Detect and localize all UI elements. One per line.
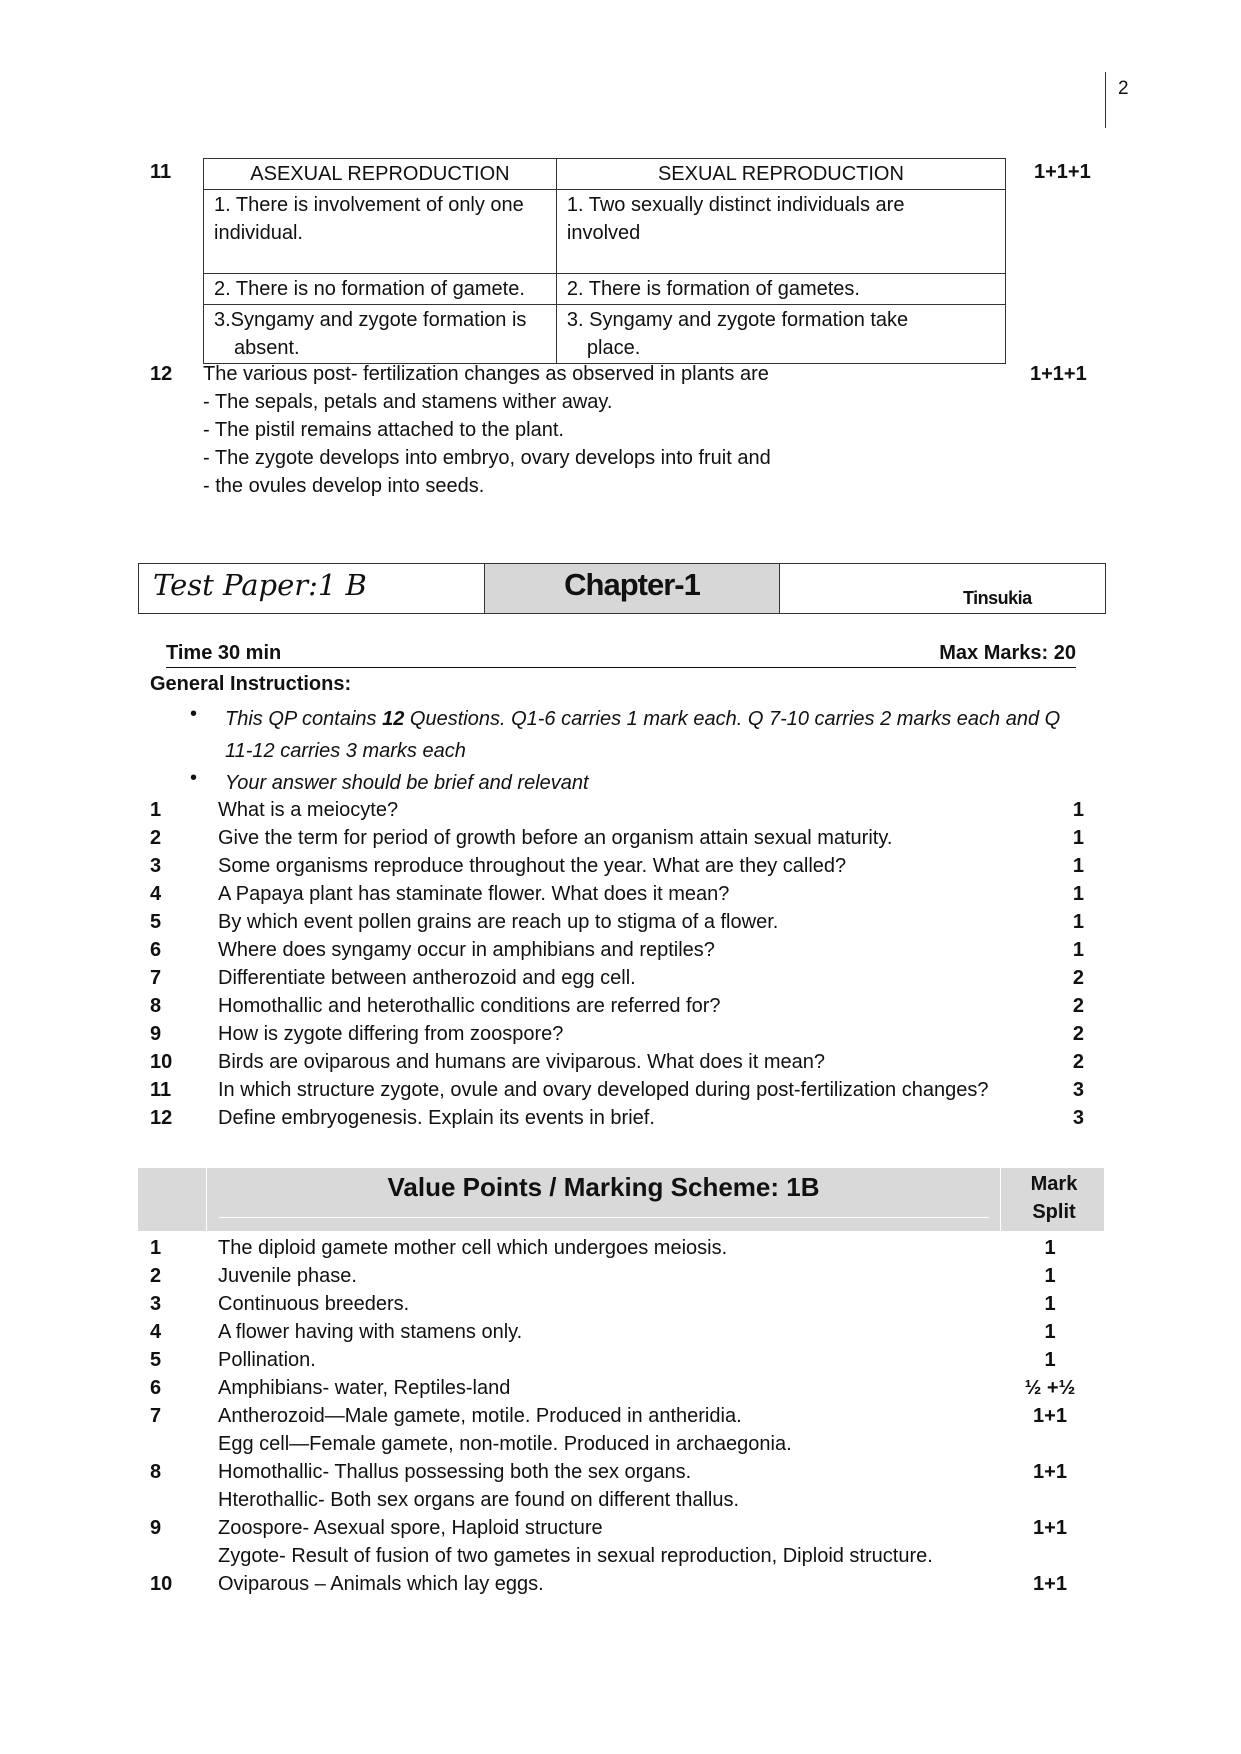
- answer-text: Zygote- Result of fusion of two gametes in sexual reproduction, Diploid structure.: [218, 1545, 933, 1567]
- answer-number-12: 12: [150, 363, 173, 385]
- item-number: 2: [150, 827, 162, 849]
- time-marks-line: [166, 639, 1076, 668]
- marks-value: 1: [1072, 883, 1084, 905]
- question-text: A Papaya plant has staminate flower. What does it mean?: [218, 883, 730, 905]
- question-row: [150, 1048, 1084, 1076]
- item-number: 1: [150, 799, 162, 821]
- place-cell: [780, 564, 1105, 613]
- answer-text: Juvenile phase.: [218, 1265, 357, 1287]
- answer-point: - The zygote develops into embryo, ovary develops into fruit and: [203, 447, 771, 469]
- cell-line: 3. Syngamy and zygote formation take: [566, 309, 909, 331]
- item-number: 6: [150, 939, 162, 961]
- reproduction-comparison-table: [203, 158, 1006, 364]
- answer-point: - the ovules develop into seeds.: [203, 475, 485, 497]
- split-label: Split: [1032, 1201, 1076, 1223]
- marks-value: 1+1: [1033, 1461, 1067, 1483]
- question-count: 12: [382, 708, 405, 730]
- page-number-divider: [1105, 72, 1136, 128]
- question-text: Define embryogenesis. Explain its events in brief.: [218, 1107, 655, 1129]
- answer-text: Egg cell—Female gamete, non-motile. Produced in archaegonia.: [218, 1433, 792, 1455]
- item-number: 8: [150, 1461, 162, 1483]
- question-text: In which structure zygote, ovule and ovary developed during post-fertilization changes?: [218, 1079, 989, 1101]
- item-number: 12: [150, 1107, 173, 1129]
- marks-value: 1: [1044, 1293, 1056, 1315]
- answer-point: - The pistil remains attached to the plant.: [203, 419, 564, 441]
- answer-text: Zoospore- Asexual spore, Haploid structure: [218, 1517, 603, 1539]
- item-number: 6: [150, 1377, 162, 1399]
- marking-scheme-title-cell: [206, 1168, 1001, 1231]
- question-text: Differentiate between antherozoid and egg cell.: [218, 967, 636, 989]
- cell-line: 2. There is formation of gametes.: [566, 278, 860, 300]
- marks-value: 3: [1072, 1079, 1084, 1101]
- answer-point: - The sepals, petals and stamens wither away.: [203, 391, 613, 413]
- test-paper-title-cell: [139, 564, 485, 613]
- question-text: How is zygote differing from zoospore?: [218, 1023, 564, 1045]
- marks-value: 1: [1072, 911, 1084, 933]
- test-paper-header: [138, 563, 1106, 614]
- column-header-asexual: ASEXUAL REPRODUCTION: [204, 159, 557, 190]
- general-instructions-label: General Instructions:: [150, 673, 352, 695]
- marking-scheme-title: Value Points / Marking Scheme: 1B: [387, 1172, 820, 1202]
- table-cell: [556, 190, 1005, 274]
- marks-value: 1: [1072, 939, 1084, 961]
- column-header-sexual: SEXUAL REPRODUCTION: [556, 159, 1005, 190]
- cell-line: individual.: [214, 222, 303, 244]
- answer-marks-11: 1+1+1: [1034, 161, 1091, 183]
- cell-line: absent.: [234, 337, 300, 359]
- marks-value: 1+1: [1033, 1517, 1067, 1539]
- answer-marks-12: 1+1+1: [1030, 363, 1087, 385]
- question-row: [150, 852, 1084, 880]
- marks-value: 2: [1072, 995, 1084, 1017]
- question-row: [150, 880, 1084, 908]
- instruction-item-2: Your answer should be brief and relevant: [225, 772, 589, 794]
- question-row: [150, 964, 1084, 992]
- question-text: Homothallic and heterothallic conditions are referred for?: [218, 995, 721, 1017]
- table-header-row: [204, 159, 1006, 190]
- item-number: 10: [150, 1573, 173, 1595]
- question-text: What is a meiocyte?: [218, 799, 399, 821]
- marks-value: 1+1: [1033, 1405, 1067, 1427]
- answer-text: Homothallic- Thallus possessing both the sex organs.: [218, 1461, 692, 1483]
- time-label: Time 30 min: [166, 642, 282, 664]
- question-row: [150, 908, 1084, 936]
- answer-text: Antherozoid—Male gamete, motile. Produced in antheridia.: [218, 1405, 742, 1427]
- bullet-icon: •: [190, 703, 198, 725]
- answer-text: Amphibians- water, Reptiles-land: [218, 1377, 511, 1399]
- table-cell: [556, 305, 1005, 364]
- item-number: 11: [150, 1079, 172, 1101]
- table-row: [204, 190, 1006, 274]
- item-number: 5: [150, 1349, 162, 1371]
- answer-text: Continuous breeders.: [218, 1293, 410, 1315]
- test-paper-title: Test Paper:1 B: [153, 568, 367, 602]
- answer-text: A flower having with stamens only.: [218, 1321, 523, 1343]
- table-row: [204, 274, 1006, 305]
- cell-line: 3.Syngamy and zygote formation is: [214, 309, 527, 331]
- marks-value: 1: [1044, 1321, 1056, 1343]
- answer-text: Pollination.: [218, 1349, 316, 1371]
- instruction-text: 11-12 carries 3 marks each: [225, 740, 466, 762]
- marks-value: 1: [1072, 827, 1084, 849]
- question-row: [150, 992, 1084, 1020]
- place-name: Tinsukia: [963, 588, 1032, 608]
- marks-value: 2: [1072, 967, 1084, 989]
- bullet-icon: •: [190, 767, 198, 789]
- item-number: 5: [150, 911, 162, 933]
- title-underline: [219, 1217, 989, 1218]
- question-text: By which event pollen grains are reach up to stigma of a flower.: [218, 911, 779, 933]
- marks-value: 1: [1072, 855, 1084, 877]
- answer-text-12: [203, 360, 771, 500]
- item-number: 9: [150, 1517, 162, 1539]
- max-marks-label: Max Marks: 20: [939, 642, 1076, 664]
- item-number: 7: [150, 967, 162, 989]
- question-row: [150, 1104, 1084, 1132]
- marks-value: 1+1: [1033, 1573, 1067, 1595]
- answer-text: Oviparous – Animals which lay eggs.: [218, 1573, 544, 1595]
- item-number: 2: [150, 1265, 162, 1287]
- question-text: Some organisms reproduce throughout the year. What are they called?: [218, 855, 847, 877]
- marks-value: 2: [1072, 1051, 1084, 1073]
- question-row: [150, 824, 1084, 852]
- marks-value: 1: [1044, 1237, 1056, 1259]
- item-number: 4: [150, 1321, 162, 1343]
- item-number: 1: [150, 1237, 162, 1259]
- item-number: 9: [150, 1023, 162, 1045]
- table-cell: [204, 305, 557, 364]
- marks-value: ½ +½: [1024, 1377, 1076, 1399]
- chapter-cell: [485, 564, 780, 613]
- mark-split-header: [1004, 1170, 1104, 1226]
- instruction-text: This QP contains: [225, 708, 383, 730]
- cell-line: 1. There is involvement of only one: [214, 194, 524, 216]
- question-row: [150, 1020, 1084, 1048]
- mark-label: Mark: [1030, 1173, 1078, 1195]
- marks-value: 2: [1072, 1023, 1084, 1045]
- chapter-title: Chapter-1: [564, 567, 700, 602]
- item-number: 10: [150, 1051, 173, 1073]
- item-number: 3: [150, 855, 162, 877]
- cell-line: involved: [566, 222, 641, 244]
- page-number: 2: [1118, 78, 1129, 99]
- cell-line: 1. Two sexually distinct individuals are: [566, 194, 905, 216]
- question-text: Birds are oviparous and humans are viviparous. What does it mean?: [218, 1051, 825, 1073]
- table-cell: [556, 274, 1005, 305]
- item-number: 7: [150, 1405, 162, 1427]
- instruction-item-1: [225, 703, 1095, 767]
- item-number: 8: [150, 995, 162, 1017]
- question-text: Where does syngamy occur in amphibians and reptiles?: [218, 939, 715, 961]
- item-number: 3: [150, 1293, 162, 1315]
- cell-line: place.: [586, 337, 641, 359]
- table-row: [204, 305, 1006, 364]
- marks-value: 3: [1072, 1107, 1084, 1129]
- answer-text: The diploid gamete mother cell which undergoes meiosis.: [218, 1237, 728, 1259]
- question-text: Give the term for period of growth before an organism attain sexual maturity.: [218, 827, 893, 849]
- marks-value: 1: [1044, 1265, 1056, 1287]
- question-row: [150, 1076, 1084, 1104]
- table-cell: [204, 274, 557, 305]
- question-row: [150, 936, 1084, 964]
- marks-value: 1: [1072, 799, 1084, 821]
- instruction-text: Questions. Q1-6 carries 1 mark each. Q 7-10 carries 2 marks each and Q: [404, 708, 1061, 730]
- marking-scheme-header: [138, 1168, 1104, 1231]
- item-number: 4: [150, 883, 162, 905]
- cell-line: 2. There is no formation of gamete.: [214, 278, 525, 300]
- answer-number-11: 11: [150, 161, 172, 183]
- table-cell: [204, 190, 557, 274]
- answer-intro: The various post- fertilization changes as observed in plants are: [203, 363, 769, 385]
- marks-value: 1: [1044, 1349, 1056, 1371]
- question-row: [150, 796, 1084, 824]
- answer-text: Hterothallic- Both sex organs are found on different thallus.: [218, 1489, 740, 1511]
